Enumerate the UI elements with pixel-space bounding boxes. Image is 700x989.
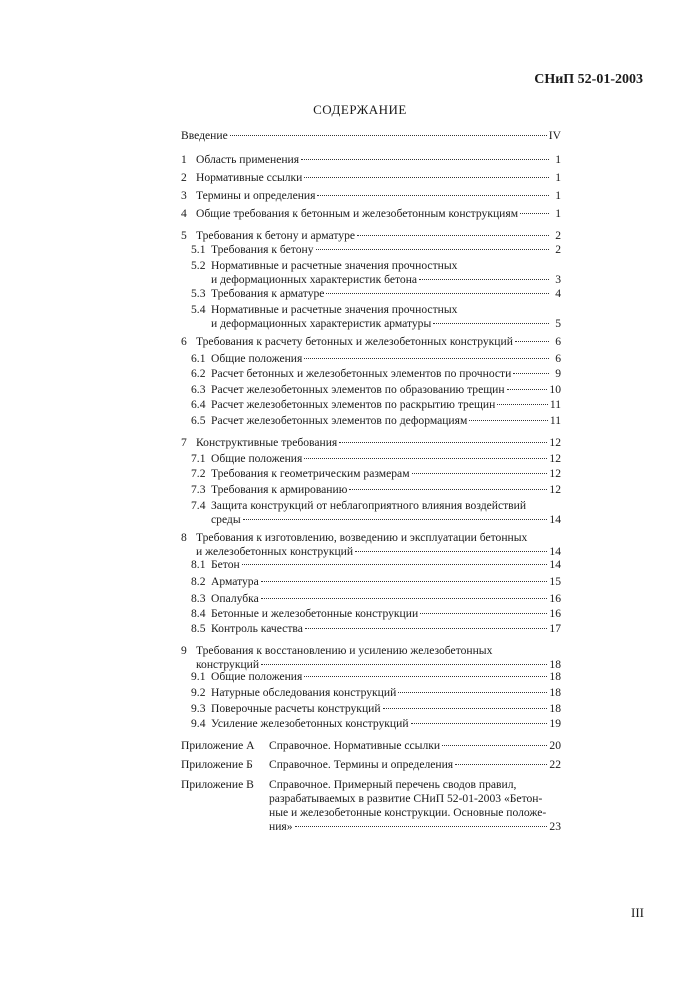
dot-leader	[455, 763, 547, 765]
toc-title: СОДЕРЖАНИЕ	[313, 102, 407, 117]
toc-entry-label: Введение	[181, 129, 228, 142]
toc-entry-label: Расчет железобетонных элементов по образованию трещин	[211, 383, 505, 396]
dot-leader	[515, 340, 549, 342]
dot-leader	[469, 419, 548, 421]
toc-entry-number: 7.2	[191, 467, 206, 480]
toc-entry-label: Требования к изготовлению, возведению и эксплуатации бетонных	[196, 531, 528, 544]
dot-leader	[305, 627, 548, 629]
toc-entry-page: 16	[549, 592, 561, 605]
toc-entry-number: 9.4	[191, 717, 206, 730]
dot-leader	[261, 597, 548, 599]
dot-leader	[304, 357, 549, 359]
dot-leader	[242, 563, 548, 565]
toc-entry-page: 2	[555, 243, 561, 256]
toc-entry-page: 14	[549, 558, 561, 571]
toc-entry-page: 16	[549, 607, 561, 620]
toc-entry-number: 8.3	[191, 592, 206, 605]
toc-entry-number: 5.2	[191, 259, 206, 272]
toc-entry-label: и деформационных характеристик арматуры	[211, 317, 432, 330]
toc-entry-page: 23	[549, 820, 561, 833]
toc-entry-label: Справочное. Примерный перечень сводов правил,	[269, 778, 517, 791]
toc-entry-number: 6.3	[191, 383, 206, 396]
toc-entry-label: Бетон	[211, 558, 240, 571]
toc-entry-page: 10	[549, 383, 561, 396]
toc-entry-number: 4	[181, 207, 187, 220]
toc-entry-page: 18	[549, 702, 561, 715]
toc-entry-number: 7.1	[191, 452, 206, 465]
toc-entry-label: Арматура	[211, 575, 259, 588]
toc-entry-label: Требования к бетону и арматуре	[196, 229, 356, 242]
toc-entry-number: 9.3	[191, 702, 206, 715]
toc-entry-page: 18	[549, 670, 561, 683]
toc-entry-page: 12	[549, 436, 561, 449]
toc-entry-label: Общие положения	[211, 670, 303, 683]
dot-leader	[304, 176, 549, 178]
toc-entry-label: Область применения	[196, 153, 300, 166]
toc-entry-label: Требования к бетону	[211, 243, 314, 256]
dot-leader	[357, 234, 549, 236]
toc-entry-number: 9	[181, 644, 187, 657]
dot-leader	[304, 675, 547, 677]
dot-leader	[349, 488, 547, 490]
toc-entry-number: 6.2	[191, 367, 206, 380]
dot-leader	[326, 292, 549, 294]
toc-entry-label: Нормативные и расчетные значения прочностных	[211, 303, 458, 316]
toc-entry-page: 17	[549, 622, 561, 635]
toc-entry-number: 6.1	[191, 352, 206, 365]
toc-entry-page: 2	[555, 229, 561, 242]
toc-entry-page: 12	[549, 483, 561, 496]
toc-entry-number: 8.2	[191, 575, 206, 588]
toc-entry-label: Конструктивные требования	[196, 436, 338, 449]
dot-leader	[398, 691, 547, 693]
dot-leader	[304, 457, 547, 459]
dot-leader	[419, 278, 549, 280]
dot-leader	[442, 744, 547, 746]
toc-entry-page: 4	[555, 287, 561, 300]
toc-entry-label: Требования к восстановлению и усилению железобетонных	[196, 644, 493, 657]
toc-entry-page: 15	[549, 575, 561, 588]
toc-entry-label: Требования к армированию	[211, 483, 348, 496]
toc-entry-label: Справочное. Термины и определения	[269, 758, 454, 771]
toc-entry-page: IV	[548, 129, 561, 142]
toc-entry-label: ния»	[269, 820, 293, 833]
toc-entry-label: Требования к геометрическим размерам	[211, 467, 410, 480]
toc-entry-label: Контроль качества	[211, 622, 303, 635]
dot-leader	[497, 403, 548, 405]
toc-entry-label: Нормативные ссылки	[196, 171, 303, 184]
toc-entry-label: ные и железобетонные конструкции. Основные положе-	[269, 806, 547, 819]
toc-entry-label: Бетонные и железобетонные конструкции	[211, 607, 419, 620]
dot-leader	[513, 372, 549, 374]
toc-entry-number: Приложение А	[181, 739, 255, 752]
toc-entry-page: 22	[549, 758, 561, 771]
toc-entry-label: и деформационных характеристик бетона	[211, 273, 418, 286]
toc-entry-number: 1	[181, 153, 187, 166]
toc-entry-page: 6	[555, 352, 561, 365]
toc-entry-label: и железобетонных конструкций	[196, 545, 354, 558]
toc-entry-number: Приложение В	[181, 778, 254, 791]
dot-leader	[411, 722, 548, 724]
toc-entry-label: Требования к арматуре	[211, 287, 325, 300]
toc-entry-label: среды	[211, 513, 241, 526]
dot-leader	[316, 248, 549, 250]
toc-entry-number: 9.2	[191, 686, 206, 699]
dot-leader	[520, 212, 549, 214]
toc-entry-number: 3	[181, 189, 187, 202]
toc-entry-page: 18	[549, 658, 561, 671]
dot-leader	[433, 322, 549, 324]
toc-entry-number: Приложение Б	[181, 758, 253, 771]
toc-entry-page: 9	[555, 367, 561, 380]
toc-entry-number: 5.1	[191, 243, 206, 256]
page-number: III	[631, 905, 644, 920]
toc-entry-label: Расчет железобетонных элементов по раскрытию трещин	[211, 398, 496, 411]
dot-leader	[420, 612, 547, 614]
toc-entry-label: Натурные обследования конструкций	[211, 686, 397, 699]
toc-entry-number: 7	[181, 436, 187, 449]
toc-entry-label: Справочное. Нормативные ссылки	[269, 739, 441, 752]
toc-entry-number: 7.3	[191, 483, 206, 496]
toc-entry-label: Опалубка	[211, 592, 259, 605]
toc-entry-page: 14	[549, 545, 561, 558]
toc-entry-page: 14	[549, 513, 561, 526]
toc-entry-label: Усиление железобетонных конструкций	[211, 717, 409, 730]
dot-leader	[295, 825, 548, 827]
dot-leader	[230, 134, 547, 136]
toc-entry-label: разрабатываемых в развитие СНиП 52-01-2003 «Бетон-	[269, 792, 543, 805]
toc-entry-label: Расчет железобетонных элементов по деформациям	[211, 414, 468, 427]
toc-entry-number: 5.3	[191, 287, 206, 300]
dot-leader	[507, 388, 548, 390]
dot-leader	[383, 707, 548, 709]
dot-leader	[412, 472, 548, 474]
toc-entry-number: 9.1	[191, 670, 206, 683]
toc-entry-number: 2	[181, 171, 187, 184]
toc-entry-label: Защита конструкций от неблагоприятного влияния воздействий	[211, 499, 527, 512]
toc-entry-page: 1	[555, 189, 561, 202]
toc-entry-page: 3	[555, 273, 561, 286]
toc-entry-number: 7.4	[191, 499, 206, 512]
dot-leader	[243, 518, 548, 520]
toc-entry-page: 11	[549, 414, 561, 427]
toc-entry-page: 12	[549, 452, 561, 465]
toc-entry-label: Расчет бетонных и железобетонных элементов по прочности	[211, 367, 512, 380]
toc-entry-number: 5.4	[191, 303, 206, 316]
dot-leader	[261, 580, 548, 582]
toc-entry-label: конструкций	[196, 658, 260, 671]
toc-entry-number: 6.5	[191, 414, 206, 427]
toc-entry-page: 1	[555, 153, 561, 166]
toc-entry-number: 8	[181, 531, 187, 544]
running-header: СНиП 52-01-2003	[534, 72, 643, 87]
toc-entry-page: 20	[549, 739, 561, 752]
toc-entry-page: 1	[555, 207, 561, 220]
toc-entry-page: 18	[549, 686, 561, 699]
toc-entry-page: 12	[549, 467, 561, 480]
dot-leader	[339, 441, 547, 443]
toc-entry-number: 8.1	[191, 558, 206, 571]
toc-entry-label: Нормативные и расчетные значения прочностных	[211, 259, 458, 272]
toc-entry-label: Общие положения	[211, 352, 303, 365]
toc-entry-label: Термины и определения	[196, 189, 316, 202]
toc-entry-page: 6	[555, 335, 561, 348]
toc-entry-page: 1	[555, 171, 561, 184]
toc-entry-page: 5	[555, 317, 561, 330]
toc-entry-number: 6.4	[191, 398, 206, 411]
toc-entry-label: Требования к расчету бетонных и железобетонных конструкций	[196, 335, 513, 348]
dot-leader	[261, 663, 547, 665]
dot-leader	[301, 158, 549, 160]
toc-entry-number: 6	[181, 335, 187, 348]
toc-entry-label: Общие требования к бетонным и железобетонным конструкциям	[196, 207, 519, 220]
dot-leader	[317, 194, 549, 196]
toc-entry-number: 5	[181, 229, 187, 242]
toc-entry-page: 19	[549, 717, 561, 730]
toc-entry-label: Поверочные расчеты конструкций	[211, 702, 381, 715]
toc-entry-number: 8.4	[191, 607, 206, 620]
toc-entry-page: 11	[549, 398, 561, 411]
toc-entry-label: Общие положения	[211, 452, 303, 465]
toc-entry-number: 8.5	[191, 622, 206, 635]
dot-leader	[355, 550, 547, 552]
